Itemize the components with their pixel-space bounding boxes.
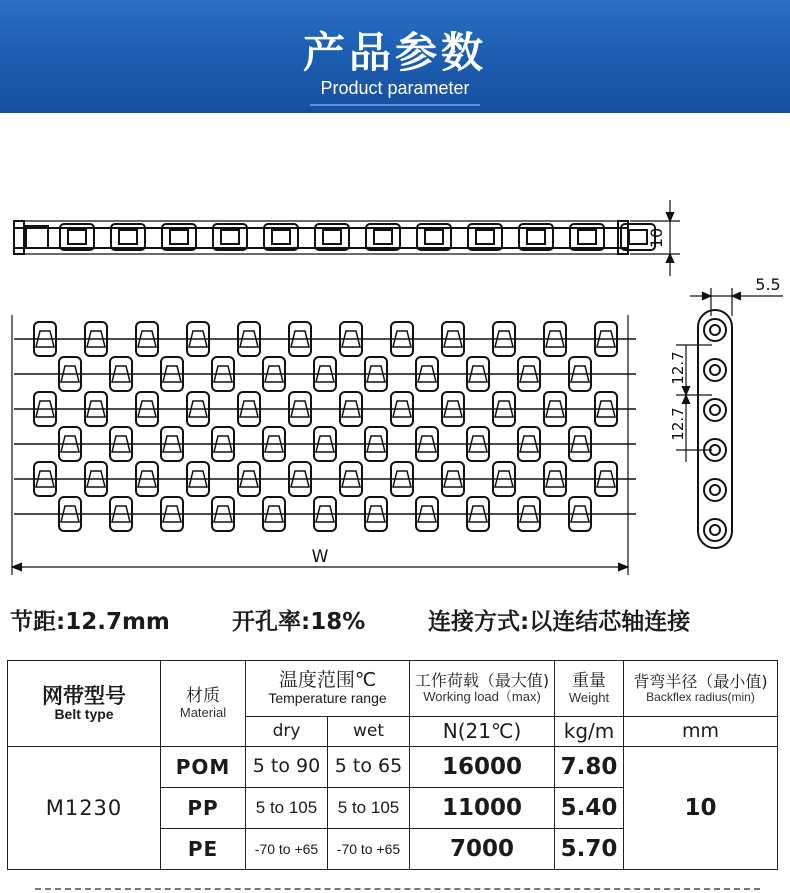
side-profile-view — [14, 221, 655, 254]
spec-pitch: 节距:12.7mm — [10, 609, 170, 635]
material-cell: PE — [161, 829, 246, 870]
spec-open-area: 开孔率:18% — [232, 609, 366, 635]
dry-cell: 5 to 105 — [246, 788, 328, 829]
load-cell: 7000 — [410, 829, 555, 870]
wet-cell: 5 to 105 — [328, 788, 410, 829]
parameter-table — [7, 660, 778, 870]
pitch-dimension-label-a: 12.7 — [669, 351, 687, 385]
header-banner — [0, 0, 790, 113]
end-view — [676, 288, 783, 548]
top-view — [12, 315, 636, 575]
material-cell: PP — [161, 788, 246, 829]
dry-cell: -70 to +65 — [246, 829, 328, 870]
weight-cell: 7.80 — [555, 747, 624, 788]
header-working-load: 工作荷载（最大值) Working load（max) — [410, 661, 555, 717]
header-weight: 重量 Weight — [555, 661, 624, 717]
header-backflex-radius: 背弯半径（最小值) Backflex radius(min) — [624, 661, 778, 717]
weight-cell: 5.40 — [555, 788, 624, 829]
unit-dry: dry — [246, 717, 328, 747]
wet-cell: 5 to 65 — [328, 747, 410, 788]
load-cell: 11000 — [410, 788, 555, 829]
end-width-dimension-label: 5.5 — [755, 275, 781, 294]
header-belt-type: 网带型号 Belt type — [8, 661, 161, 747]
dry-cell: 5 to 90 — [246, 747, 328, 788]
weight-cell: 5.70 — [555, 829, 624, 870]
wet-cell: -70 to +65 — [328, 829, 410, 870]
unit-radius: mm — [624, 717, 778, 747]
height-dimension-label: 10 — [647, 227, 666, 249]
header-temperature: 温度范围℃ Temperature range — [246, 661, 410, 717]
unit-weight: kg/m — [555, 717, 624, 747]
material-cell: POM — [161, 747, 246, 788]
unit-load: N(21℃) — [410, 717, 555, 747]
width-dimension-label: W — [311, 547, 329, 567]
belt-type-value: M1230 — [8, 747, 161, 870]
belt-technical-drawing — [0, 180, 790, 580]
subtitle-underline — [310, 104, 480, 106]
bottom-dashed-divider — [35, 888, 760, 890]
unit-wet: wet — [328, 717, 410, 747]
table-row — [8, 747, 778, 788]
load-cell: 16000 — [410, 747, 555, 788]
spec-connection: 连接方式:以连结芯轴连接 — [428, 609, 691, 635]
pitch-dimension-label-b: 12.7 — [669, 407, 687, 441]
header-material: 材质 Material — [161, 661, 246, 747]
page-title: 产品参数 — [302, 28, 487, 77]
backflex-radius-value: 10 — [624, 747, 778, 870]
page-subtitle: Product parameter — [320, 78, 470, 98]
